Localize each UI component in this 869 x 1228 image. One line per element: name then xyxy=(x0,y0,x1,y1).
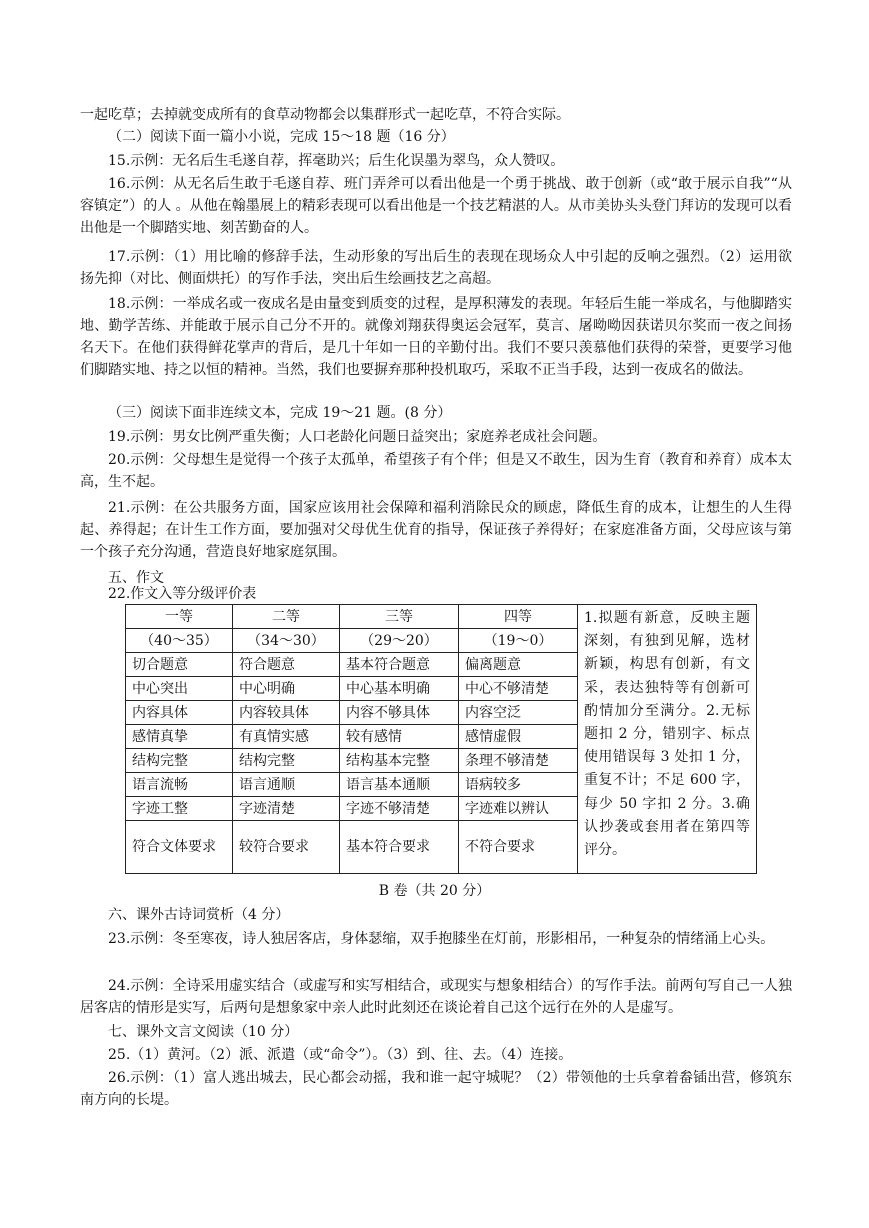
grading-notes: 1.拟题有新意，反映主题深刻，有独到见解，选材新颖，构思有创新，有文采，表达独特等有创新可酌情加分至满分。2.无标题扣 2 分，错别字、标点使用错误每 3 处扣 1 分，重复不计；不足 600 字，每少 50 字扣 2 分。3.确认抄袭或套用者在第四等评分。 xyxy=(578,605,757,874)
table-cell: 中心基本明确 xyxy=(340,677,459,701)
table-cell: 内容较具体 xyxy=(233,701,340,725)
grade-header-2: 二等 xyxy=(233,605,340,629)
grade-range-2: （34～30） xyxy=(233,629,340,653)
answer-26: 26.示例：（1）富人逃出城去，民心都会动摇，我和谁一起守城呢？（2）带领他的士兵拿着畚锸出营，修筑东南方向的长堤。 xyxy=(80,1070,792,1108)
table-cell: 字迹工整 xyxy=(126,797,233,821)
table-cell: 内容空泛 xyxy=(459,701,578,725)
table-cell: 感情真挚 xyxy=(126,725,233,749)
answer-22-title: 22.作文入等分级评价表 xyxy=(108,586,257,602)
table-cell: 有真情实感 xyxy=(233,725,340,749)
table-cell: 字迹清楚 xyxy=(233,797,340,821)
table-cell: 较符合要求 xyxy=(233,821,340,874)
table-cell: 符合题意 xyxy=(233,653,340,677)
answer-21: 21.示例：在公共服务方面，国家应该用社会保障和福利消除民众的顾虑，降低生育的成本，让想生的人生得起、养得起；在计生工作方面，要加强对父母优生优育的指导，保证孩子养得好；在家庭准备方面，父母应该与第一个孩子充分沟通，营造良好地家庭氛围。 xyxy=(80,500,792,560)
table-cell: 偏离题意 xyxy=(459,653,578,677)
section-seven-heading: 七、课外文言文阅读（10 分） xyxy=(108,1024,299,1040)
grade-range-4: （19～0） xyxy=(459,629,578,653)
section-five-heading: 五、作文 xyxy=(108,570,164,586)
table-cell: 字迹难以辨认 xyxy=(459,797,578,821)
table-cell: 基本符合要求 xyxy=(340,821,459,874)
table-cell: 字迹不够清楚 xyxy=(340,797,459,821)
grade-range-3: （29～20） xyxy=(340,629,459,653)
table-cell: 结构完整 xyxy=(126,749,233,773)
grade-header-4: 四等 xyxy=(459,605,578,629)
answer-16: 16.示例：从无名后生敢于毛遂自荐、班门弄斧可以看出他是一个勇于挑战、敢于创新（或“敢于展示自我”“从容镇定”）的人 。从他在翰墨展上的精彩表现可以看出他是一个技艺精湛的人。从市美协头头登门拜访的发现可以看出他是一个脚踏实地、刻苦勤奋的人。 xyxy=(80,176,792,236)
answer-25: 25.（1）黄河。（2）派、派遣（或“命令”）。（3）到、往、去。（4）连接。 xyxy=(108,1047,573,1063)
grade-header-1: 一等 xyxy=(126,605,233,629)
section-six-heading: 六、课外古诗词赏析（4 分） xyxy=(108,907,290,923)
table-cell: 中心不够清楚 xyxy=(459,677,578,701)
table-cell: 中心突出 xyxy=(126,677,233,701)
table-cell: 语言流畅 xyxy=(126,773,233,797)
essay-grading-table xyxy=(125,604,757,874)
table-cell: 基本符合题意 xyxy=(340,653,459,677)
answer-20: 20.示例：父母想生是觉得一个孩子太孤单，希望孩子有个伴；但是又不敢生，因为生育（教育和养育）成本太高，生不起。 xyxy=(80,452,792,490)
table-cell: 符合文体要求 xyxy=(126,821,233,874)
table-cell: 语病较多 xyxy=(459,773,578,797)
grade-range-1: （40～35） xyxy=(126,629,233,653)
answer-24: 24.示例：全诗采用虚实结合（或虚写和实写相结合，或现实与想象相结合）的写作手法。前两句写自己一人独居客店的情形是实写，后两句是想象家中亲人此时此刻还在谈论着自己这个远行在外的人是虚写。 xyxy=(80,978,792,1016)
table-cell: 内容不够具体 xyxy=(340,701,459,725)
section-b-title: B 卷（共 20 分） xyxy=(378,883,491,899)
table-cell: 中心明确 xyxy=(233,677,340,701)
answer-18: 18.示例：一举成名或一夜成名是由量变到质变的过程，是厚积薄发的表现。年轻后生能一举成名，与他脚踏实地、勤学苦练、并能敢于展示自己分不开的。就像刘翔获得奥运会冠军，莫言、屠呦呦因获诺贝尔奖而一夜之间扬名天下。在他们获得鲜花掌声的背后，是几十年如一日的辛勤付出。我们不要只羡慕他们获得的荣誉，更要学习他们脚踏实地、持之以恒的精神。当然，我们也要摒弃那种投机取巧，采取不正当手段，达到一夜成名的做法。 xyxy=(80,296,792,378)
table-cell: 条理不够清楚 xyxy=(459,749,578,773)
table-cell: 内容具体 xyxy=(126,701,233,725)
section-three-heading: （三）阅读下面非连续文本，完成 19～21 题。(8 分） xyxy=(108,405,452,421)
grade-header-3: 三等 xyxy=(340,605,459,629)
section-two-heading: （二）阅读下面一篇小小说，完成 15～18 题（16 分） xyxy=(108,129,455,145)
answer-19: 19.示例：男女比例严重失衡；人口老龄化问题日益突出；家庭养老成社会问题。 xyxy=(108,429,607,445)
table-cell: 结构基本完整 xyxy=(340,749,459,773)
paragraph-continued: 一起吃草；去掉就变成所有的食草动物都会以集群形式一起吃草，不符合实际。 xyxy=(80,107,570,123)
table-cell: 感情虚假 xyxy=(459,725,578,749)
answer-17: 17.示例：（1）用比喻的修辞手法，生动形象的写出后生的表现在现场众人中引起的反响之强烈。（2）运用欲扬先抑（对比、侧面烘托）的写作手法，突出后生绘画技艺之高超。 xyxy=(80,249,792,287)
table-cell: 语言基本通顺 xyxy=(340,773,459,797)
table-cell: 不符合要求 xyxy=(459,821,578,874)
table-cell: 切合题意 xyxy=(126,653,233,677)
answer-23: 23.示例：冬至寒夜，诗人独居客店，身体瑟缩，双手抱膝坐在灯前，形影相吊，一种复杂的情绪涌上心头。 xyxy=(108,931,775,947)
table-cell: 较有感情 xyxy=(340,725,459,749)
answer-15: 15.示例：无名后生毛遂自荐，挥毫助兴；后生化误墨为翠鸟，众人赞叹。 xyxy=(108,153,565,169)
table-cell: 结构完整 xyxy=(233,749,340,773)
table-cell: 语言通顺 xyxy=(233,773,340,797)
